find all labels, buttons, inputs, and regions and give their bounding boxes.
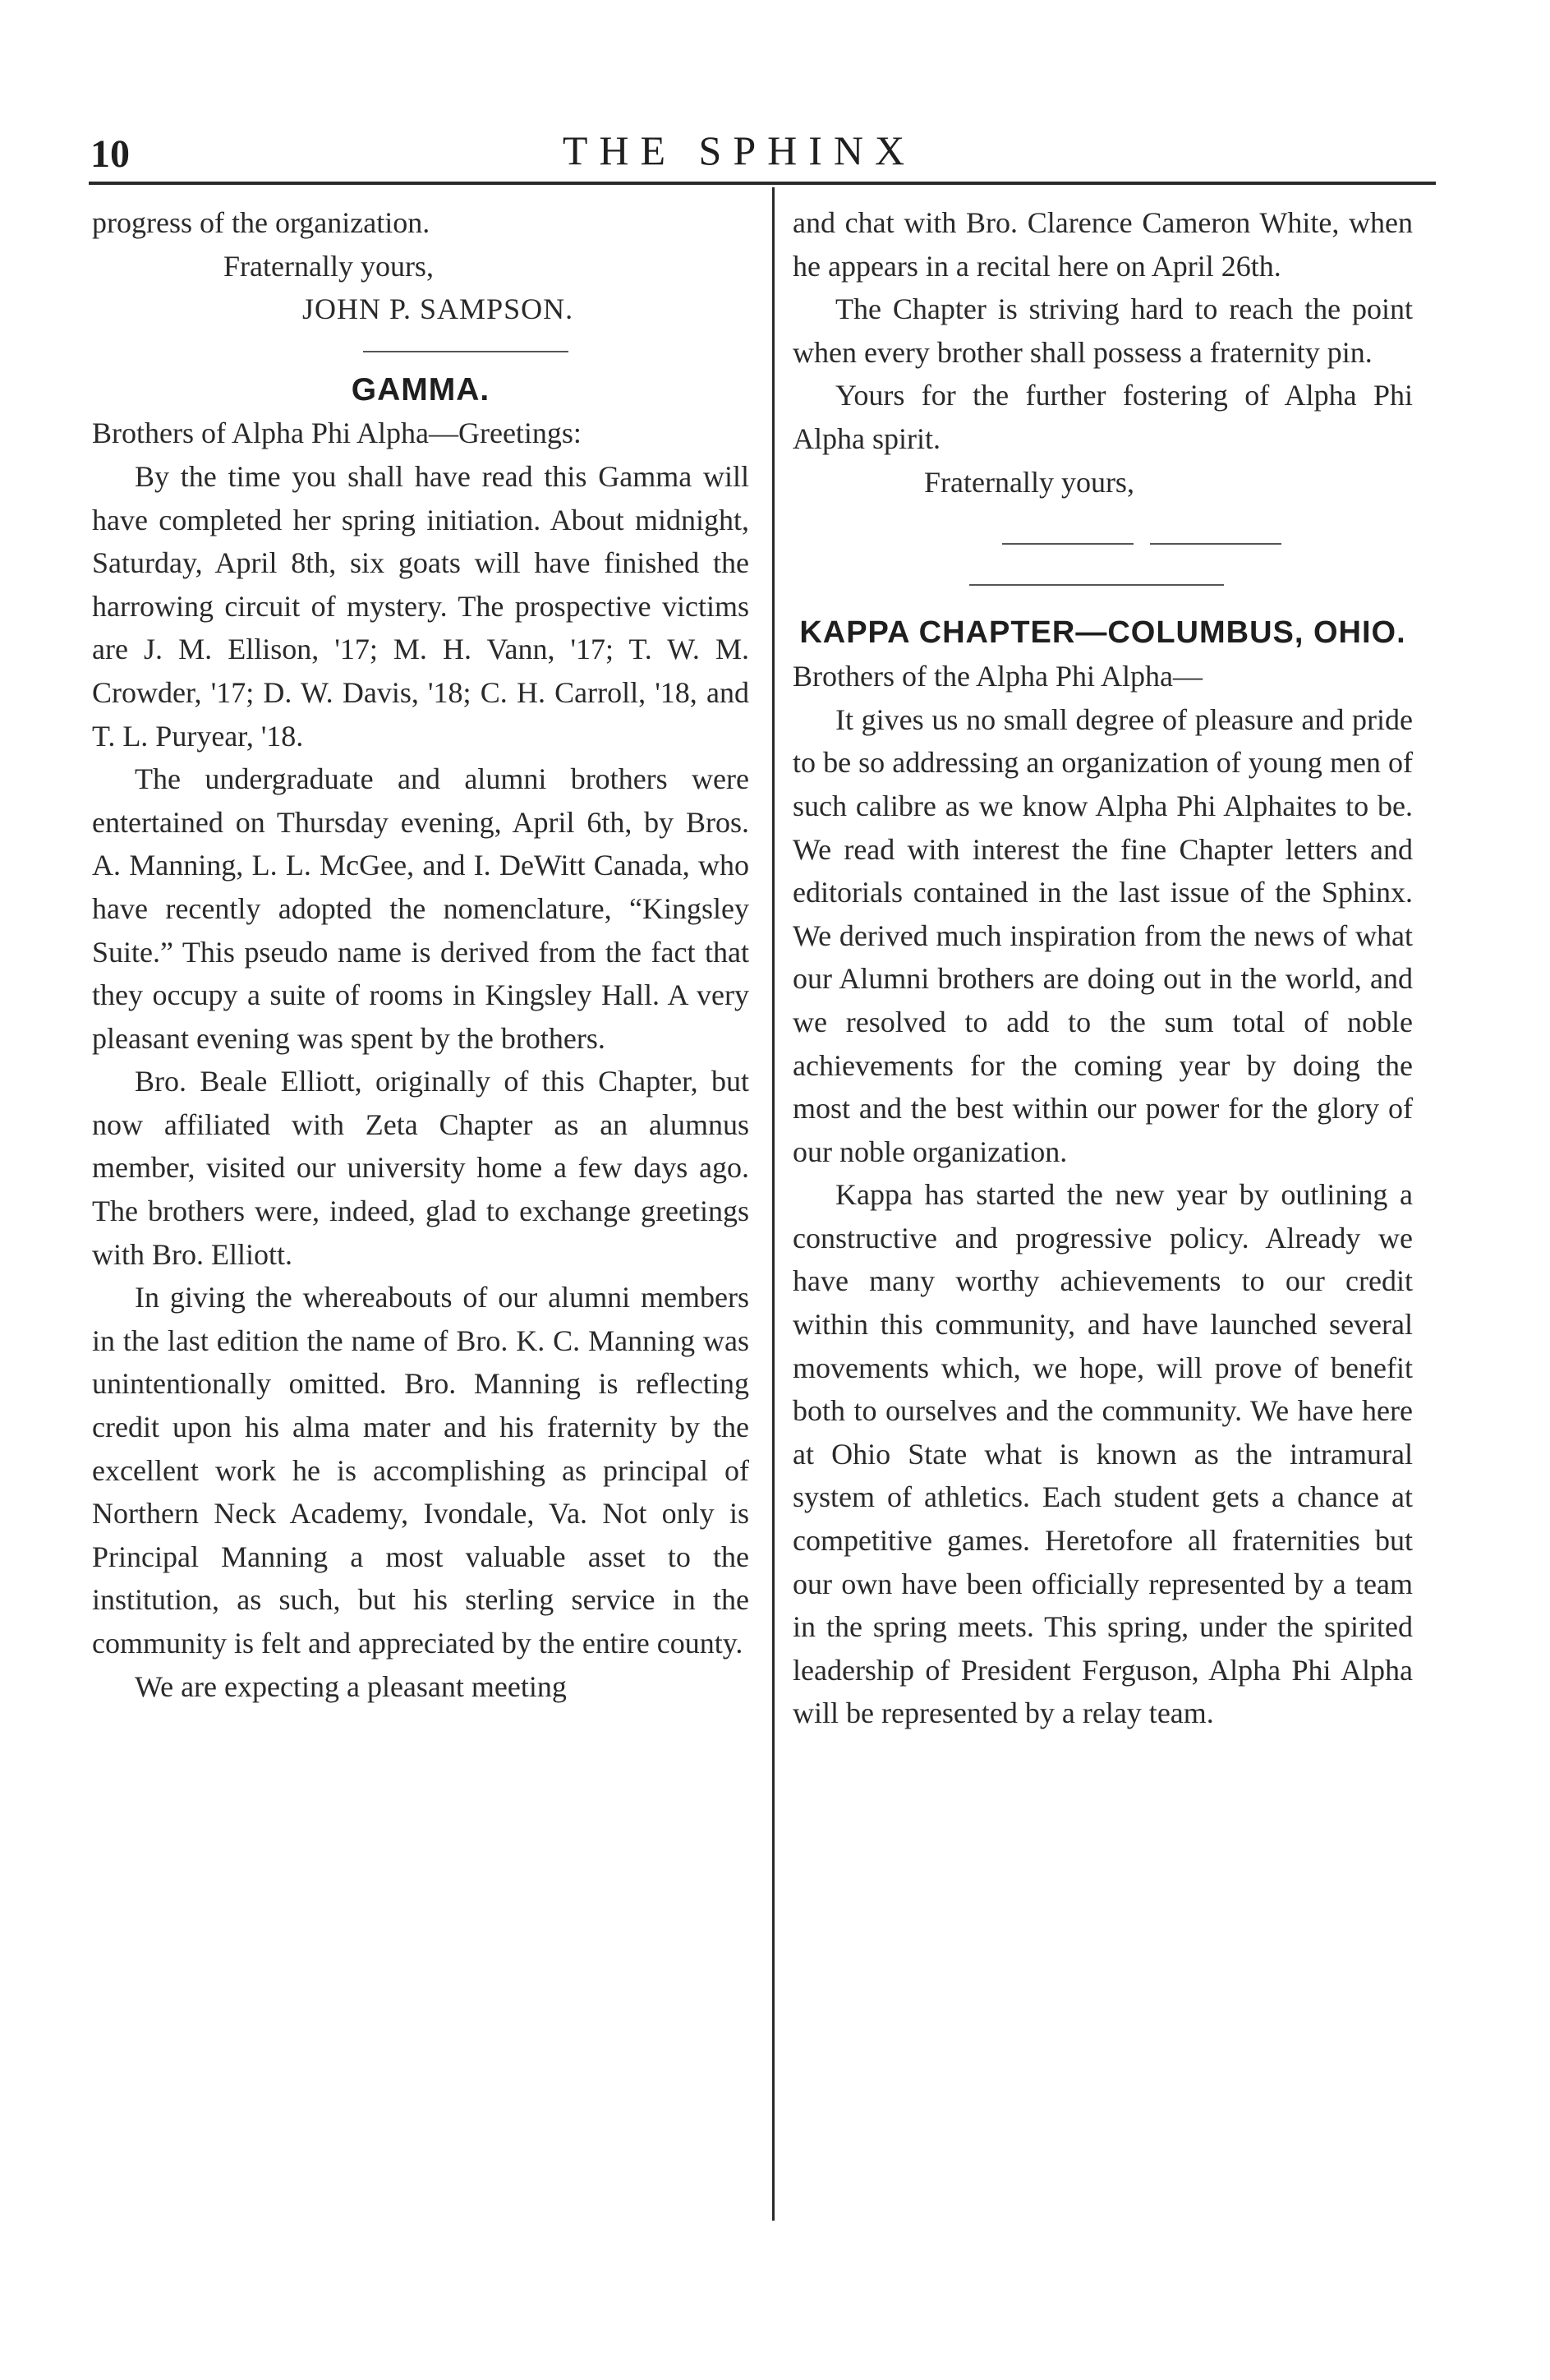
signature-blank-lines [1002,543,1413,545]
header-rule [89,182,1436,185]
gamma-paragraph: Bro. Beale Elliott, originally of this Chapter, but now affiliated with Zeta Chapter as an alumnus member, visited our university home a few days ago. The brothers were, indeed, glad to exchange greetings with Bro. Elliott. [92,1065,749,1271]
running-title: THE SPHINX [562,127,917,173]
kappa-salutation: Brothers of the Alpha Phi Alpha— [793,660,1203,693]
closing-line: Fraternally yours, [223,249,434,283]
gamma-paragraph: By the time you shall have read this Gamma will have completed her spring initiation. About midnight, Saturday, April 8th, six goats will have finished the harrowing circuit of mystery. The prospective victims are J. M. Ellison, '17; M. H. Vann, '17; T. W. M. Crowder, '17; D. W. Davis, '18; C. H. Carroll, '18, and T. L. Puryear, '18. [92,459,749,753]
kappa-paragraph: It gives us no small degree of pleasure and pride to be so addressing an organization of young men of such calibre as we know Alpha Phi Alphaites to be. We read with interest the fine Chapter letters and editorials contained in the last issue of the Sphinx. We derived much inspiration from the news of what our Alumni brothers are doing out in the world, and we resolved to add to the sum total of noble achievements for the coming year by doing the most and the best within our power for the glory of our noble organization. [793,702,1413,1168]
gamma-paragraph: The undergraduate and alumni brothers were entertained on Thursday evening, April 6th, by Bros. A. Manning, L. L. McGee, and I. DeWitt Canada, who have recently adopted the nomenclature, “Kingsley Suite.” This pseudo name is derived from the fact that they occupy a suite of rooms in Kingsley Hall. A very pleasant evening was spent by the brothers. [92,762,749,1055]
blank-line [1002,543,1134,545]
section-divider [363,351,568,352]
kappa-paragraph: Kappa has started the new year by outlining a constructive and progressive policy. Already we have many worthy achievements to our credit within this community, and have launched several movements which, we hope, will prove of benefit both to ourselves and the community. We have here at Ohio State what is known as the intramural system of athletics. Each student gets a chance at competitive games. Heretofore all fraternities but our own have been officially represented by a team in the spring meets. This spring, under the spirited leadership of President Ferguson, Alpha Phi Alpha will be represented by a relay team. [793,1178,1413,1730]
right-column [793,201,1413,1735]
section-divider [969,584,1224,586]
blank-line [1150,543,1281,545]
gamma-heading: GAMMA. [351,371,490,407]
gamma-paragraph: We are expecting a pleasant meeting [135,1669,567,1703]
continued-line: progress of the organization. [92,206,430,239]
left-column [92,201,749,1708]
gamma-continued-paragraph: Yours for the further fostering of Alpha Phi Alpha spirit. [793,379,1413,455]
gamma-paragraph: In giving the whereabouts of our alumni members in the last edition the name of Bro. K. C. Manning was unintentionally omitted. Bro. Manning is reflecting credit upon his alma mater and his fraternity by the excellent work he is accomplishing as principal of Northern Neck Academy, Ivondale, Va. Not only is Principal Manning a most valuable asset to the institution, as such, but his sterling service in the community is felt and appreciated by the entire county. [92,1281,749,1660]
gamma-salutation: Brothers of Alpha Phi Alpha—Greetings: [92,417,582,450]
gamma-continued-paragraph: The Chapter is striving hard to reach the point when every brother shall possess a fraternity pin. [793,292,1413,369]
page-number: 10 [90,132,130,176]
gamma-closing-line: Fraternally yours, [924,465,1134,499]
column-divider [772,187,775,2221]
kappa-heading: KAPPA CHAPTER—COLUMBUS, OHIO. [799,615,1406,651]
signature: JOHN P. SAMPSON. [302,292,574,326]
gamma-continued-paragraph: and chat with Bro. Clarence Cameron White, when he appears in a recital here on April 26th. [793,206,1413,283]
